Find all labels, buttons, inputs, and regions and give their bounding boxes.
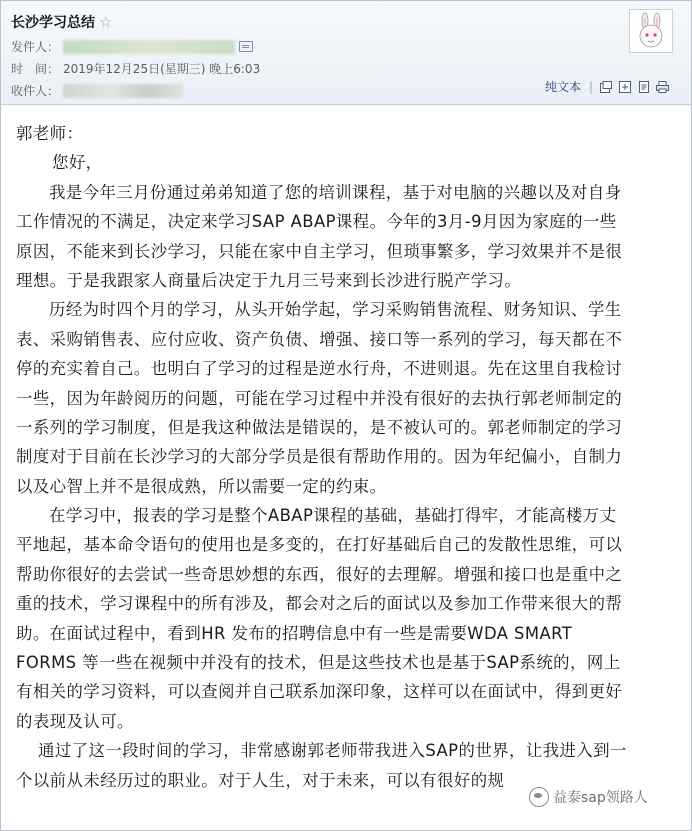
contact-card-icon[interactable]: [239, 41, 253, 52]
body-line: 一些，因为年龄阅历的问题，可能在学习过程中并没有很好的去执行郭老师制定的: [16, 388, 623, 408]
body-line: 通过了这一段时间的学习，非常感谢郭老师带我进入SAP的世界，让我进入到一: [38, 741, 627, 761]
body-line: 原因，不能来到长沙学习，只能在家中自主学习，但琐事繁多，学习效果并不是很: [16, 241, 623, 261]
subject-row: [11, 12, 112, 32]
body-line: 您好，: [52, 153, 103, 173]
body-line: 停的充实着自己。也明白了学习的过程是逆水行舟，不进则退。先在这里自我检讨: [16, 359, 623, 379]
sender-avatar[interactable]: [629, 9, 673, 53]
new-window-icon[interactable]: [599, 80, 612, 93]
time-value: 2019年12月25日(星期三) 晚上6:03: [63, 62, 261, 76]
email-body: [16, 119, 676, 795]
body-line: 郭老师：: [16, 124, 84, 143]
body-line: 平地起，基本命令语句的使用也是多变的，在打好基础后自己的发散性思维，可以: [16, 535, 623, 555]
print-preview-icon[interactable]: [637, 80, 650, 93]
expand-icon[interactable]: [618, 80, 631, 93]
body-line: 以及心智上并不是很成熟，所以需要一定的约束。: [16, 476, 387, 496]
toolbar-divider: |: [589, 79, 594, 94]
body-line: 重的技术，学习课程中的所有涉及，都会对之后的面试以及参加工作带来很大的帮: [16, 594, 623, 614]
print-icon[interactable]: [656, 80, 669, 93]
body-line: 表、采购销售表、应付应收、资产负债、增强、接口等一系列的学习，每天都在不: [16, 329, 623, 349]
body-line: 帮助你很好的去尝试一些奇思妙想的东西，很好的去理解。增强和接口也是重中之: [16, 564, 623, 584]
sender-row: [11, 38, 253, 55]
body-line: 理想。于是我跟家人商量后决定于九月三号来到长沙进行脱产学习。: [16, 270, 522, 290]
star-icon[interactable]: ☆: [99, 13, 113, 31]
recipient-address-redacted[interactable]: [63, 84, 183, 98]
body-line: 有相关的学习资料，可以查阅并自己联系加深印象，这样可以在面试中，得到更好: [16, 682, 623, 702]
account-watermark: [529, 787, 652, 807]
body-line: 个以前从未经历过的职业。对于人生，对于未来，可以有很好的规: [16, 770, 505, 790]
body-line: 在学习中，报表的学习是整个ABAP课程的基础，基础打得牢，才能高楼万丈: [49, 506, 617, 526]
rabbit-avatar-icon: [632, 12, 670, 50]
body-line: 一系列的学习制度，但是我这种做法是错误的，是不被认可的。郭老师制定的学习: [16, 417, 623, 437]
recipient-row: [11, 82, 183, 99]
time-label: 时 间：: [11, 62, 60, 76]
body-line: 的表现及认可。: [16, 711, 134, 731]
plain-text-link[interactable]: 纯文本: [545, 80, 582, 94]
wechat-official-account-icon: [529, 787, 549, 807]
body-line: 助。在面试过程中，看到HR 发布的招聘信息中有一些是需要WDA SMART: [16, 623, 573, 643]
body-line: 我是今年三月份通过弟弟知道了您的培训课程，基于对电脑的兴趣以及对自身: [49, 182, 622, 202]
body-line: 制度对于目前在长沙学习的大部分学员是很有帮助作用的。因为年纪偏小，自制力: [16, 447, 623, 467]
time-row: [11, 60, 260, 77]
email-header: [1, 1, 691, 105]
sender-address-redacted[interactable]: [63, 40, 235, 54]
body-line: 历经为时四个月的学习，从头开始学起，学习采购销售流程、财务知识、学生: [49, 300, 622, 320]
body-line: FORMS 等一些在视频中并没有的技术，但是这些技术也是基于SAP系统的，网上: [16, 653, 621, 673]
reader-toolbar: [545, 78, 675, 95]
sender-label: 发件人：: [11, 40, 60, 54]
watermark-text: 益泰sap领路人: [553, 790, 648, 806]
body-line: 工作情况的不满足，决定来学习SAP ABAP课程。今年的3月-9月因为家庭的一些: [16, 212, 617, 232]
email-subject: 长沙学习总结: [11, 15, 95, 31]
recipient-label: 收件人：: [11, 84, 60, 98]
